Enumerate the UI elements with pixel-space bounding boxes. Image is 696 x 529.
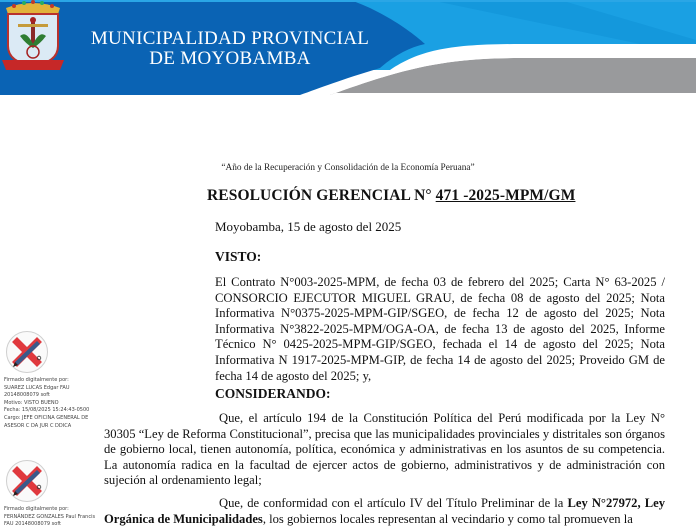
considerando-paragraph-1: Que, el artículo 194 de la Constitución Política del Perú modificada por la Ley N° 30305 “Ley de Reforma Constitucional”, precisa que las municipalidades provinciales y distritales son órganos de gobierno local, tienen autonomía, política, económica y administrativas en los asuntos de su competencia. La autonomía radica en la facultad de ejercer actos de gobierno, administrativos y de administración con sujeción al ordenamiento legal;	[104, 411, 665, 488]
signature-line: 20148008079 soft	[4, 392, 50, 399]
resolution-number: 471 -2025-MPM/GM	[435, 187, 576, 204]
signature-line: Firmado digitalmente por:	[4, 506, 69, 512]
header-banner	[0, 0, 696, 95]
considerando-2-start: Que, de conformidad con el artículo IV del Título Preliminar de la	[219, 496, 568, 510]
signature-line: Firmado digitalmente por:	[4, 377, 69, 383]
signature-details	[4, 377, 114, 430]
signature-line: FAU 20148008079 soft	[4, 521, 61, 528]
signature-date: Fecha: 15/08/2025 15:24:43-0500	[4, 407, 90, 414]
institution-name-line1: MUNICIPALIDAD PROVINCIAL	[90, 28, 370, 49]
institution-name	[80, 29, 380, 69]
place-date: Moyobamba, 15 de agosto del 2025	[215, 219, 402, 234]
year-motto: “Año de la Recuperación y Consolidación de la Economía Peruana”	[221, 163, 475, 173]
institution-name-line2: DE MOYOBAMBA	[149, 48, 311, 69]
signature-signer: SUAREZ LUCAS Edgar FAU	[4, 384, 70, 391]
signature-reason: Motivo: VISTO BUENO	[4, 399, 59, 406]
considerando-2-end: , los gobiernos locales representan al vecindario y como tal promueven la	[262, 511, 633, 526]
signature-details	[4, 506, 114, 529]
digital-signature-1[interactable]	[4, 331, 114, 430]
signature-role: Cargo: JEFE OFICINA GENERAL DE	[4, 414, 89, 421]
resolution-title	[207, 187, 575, 205]
visto-paragraph: El Contrato N°003-2025-MPM, de fecha 03 de febrero del 2025; Carta N° 63-2025 / CONSORCIO EJECUTOR MIGUEL GRAU, de fecha 08 de agosto del 2025; Nota Informativa N°0375-2025-MPM-GIP/SGEO, de fecha 12 de agosto del 2025; Nota Informativa N°3822-2025-MPM/OGA-OA, de fecha 13 de agosto del 2025, Informe Técnico N° 0425-2025-MPM-GIP/SGEO, fechada el 14 de agosto del 2025; Nota Informativa N 1917-2025-MPM-GIP, de fecha 14 de agosto del 2025; Proveido GM de fecha 14 de agosto del 2025; y,	[215, 275, 665, 383]
municipal-crest-logo	[0, 0, 66, 72]
signature-signer: FERNÁNDEZ GONZALES Paul Francis	[4, 513, 96, 520]
digital-signature-seal-icon	[6, 460, 48, 502]
considerando-heading: CONSIDERANDO:	[215, 386, 331, 401]
signature-role-cont: ASESOR C DA JUR C DDICA	[4, 422, 72, 429]
digital-signature-seal-icon	[6, 331, 48, 373]
resolution-title-prefix: RESOLUCIÓN GERENCIAL N°	[207, 187, 432, 204]
considerando-2-law-reference: Ley N°27972, Ley Orgánica de Municipalidades	[104, 496, 665, 526]
considerando-paragraph-2	[104, 496, 665, 527]
visto-heading: VISTO:	[215, 249, 262, 264]
digital-signature-2[interactable]	[4, 460, 114, 529]
